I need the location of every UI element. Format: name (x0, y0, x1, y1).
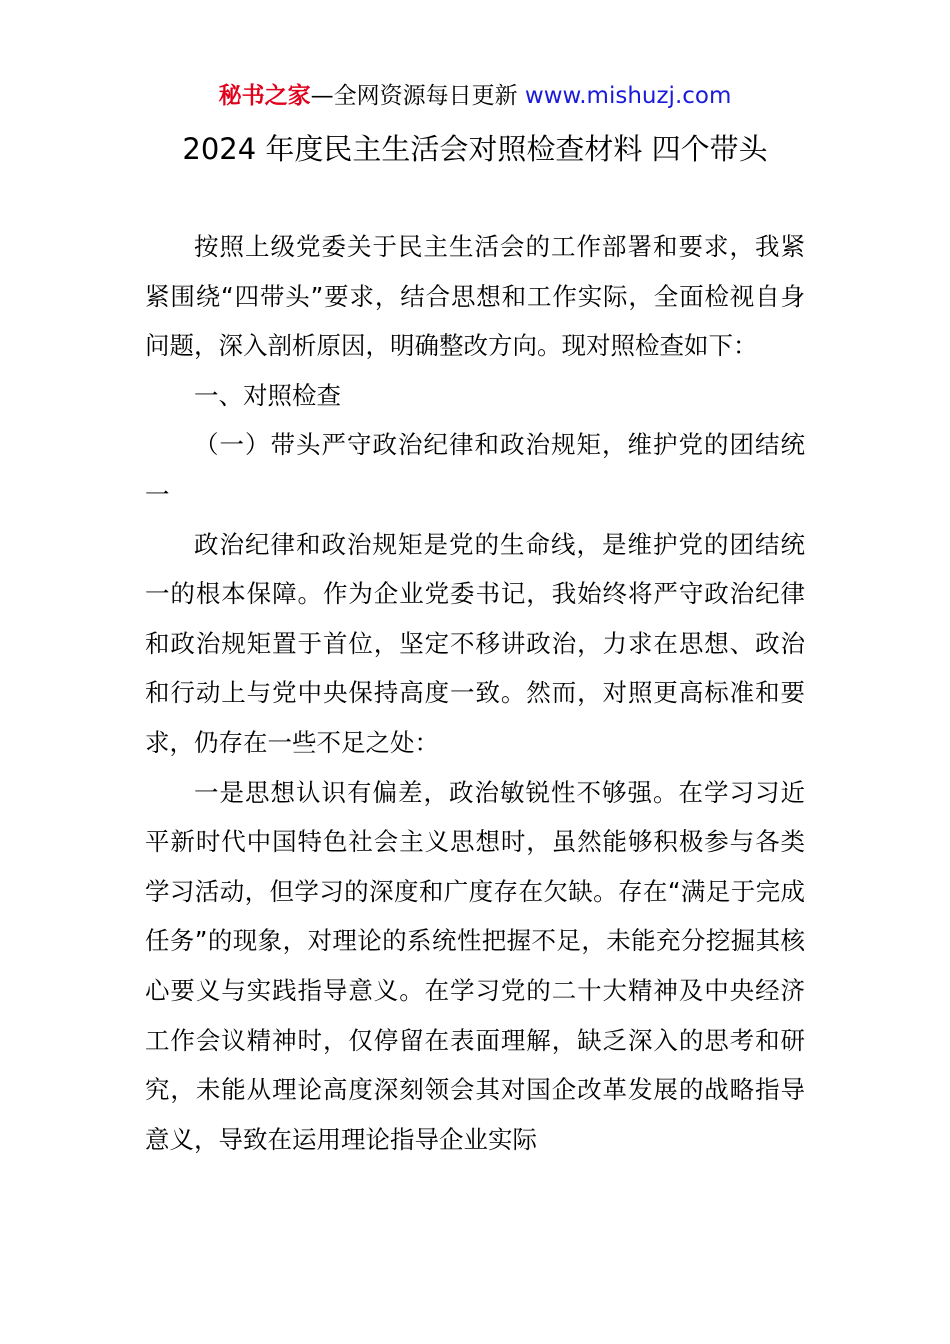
document-title: 2024 年度民主生活会对照检查材料 四个带头 (182, 132, 768, 166)
document-body (145, 222, 805, 1164)
body-paragraph: 一是思想认识有偏差，政治敏锐性不够强。在学习习近平新时代中国特色社会主义思想时，虽然能够积极参与各类学习活动，但学习的深度和广度存在欠缺。存在“满足于完成任务”的现象，对理论的系统性把握不足，未能充分挖掘其核心要义与实践指导意义。在学习党的二十大精神及中央经济工作会议精神时，仅停留在表面理解，缺乏深入的思考和研究，未能从理论高度深刻领会其对国企改革发展的战略指导意义，导致在运用理论指导企业实际 (145, 777, 805, 1154)
subsection-heading: （一）带头严守政治纪律和政治规矩，维护党的团结统一 (145, 430, 805, 509)
intro-paragraph: 按照上级党委关于民主生活会的工作部署和要求，我紧紧围绕“四带头”要求，结合思想和工作实际，全面检视自身问题，深入剖析原因，明确整改方向。现对照检查如下： (145, 232, 805, 361)
site-url[interactable]: www.mishuzj.com (524, 83, 732, 109)
site-tagline: —全网资源每日更新 (310, 83, 525, 109)
section-heading: 一、对照检查 (194, 380, 341, 410)
site-header (0, 80, 950, 112)
body-paragraph: 政治纪律和政治规矩是党的生命线，是维护党的团结统一的根本保障。作为企业党委书记，我始终将严守政治纪律和政治规矩置于首位，坚定不移讲政治，力求在思想、政治和行动上与党中央保持高度一致。然而，对照更高标准和要求，仍存在一些不足之处： (145, 529, 805, 757)
site-brand: 秘书之家 (218, 83, 311, 109)
